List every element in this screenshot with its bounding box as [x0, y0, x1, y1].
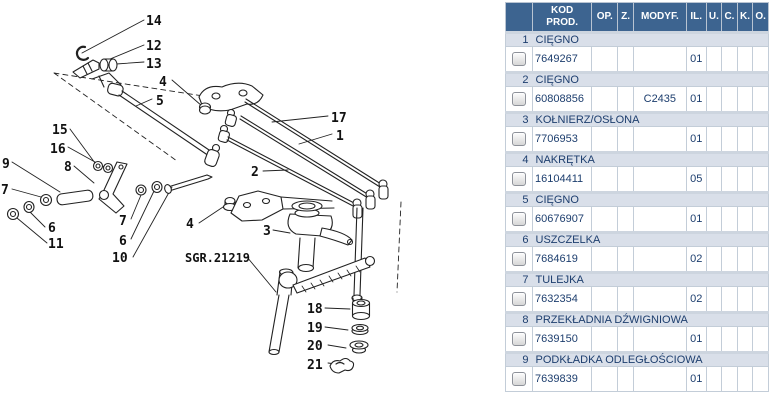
part-name: PRZEKŁADNIA DŹWIGNIOWA: [533, 313, 769, 327]
part-code: 7649267: [533, 47, 592, 73]
callout-7-left[interactable]: 7: [1, 183, 9, 198]
part-item-number: 1: [506, 33, 533, 47]
part-code: 7706953: [533, 127, 592, 153]
part-rod-1: [245, 99, 381, 187]
callout-18[interactable]: 18: [307, 302, 323, 317]
callout-7-mid[interactable]: 7: [119, 214, 127, 229]
part-bolt-10: [164, 175, 212, 194]
part-item-number: 7: [506, 273, 533, 287]
cell-c: [722, 287, 738, 313]
part-washers-middle: [136, 182, 162, 196]
part-item-number: 2: [506, 73, 533, 87]
row-checkbox[interactable]: [512, 252, 526, 266]
cell-c: [722, 247, 738, 273]
cell-il: 01: [686, 327, 706, 353]
cell-modyf: [633, 327, 686, 353]
part-category-row: [506, 233, 769, 247]
cell-k: [737, 87, 753, 113]
cell-c: [722, 87, 738, 113]
part-rod-5: [92, 73, 220, 168]
cell-k: [737, 207, 753, 233]
cell-o: [753, 327, 769, 353]
cell-modyf: [633, 47, 686, 73]
cell-c: [722, 127, 738, 153]
cell-o: [753, 367, 769, 392]
cell-k: [737, 247, 753, 273]
column-header-k: K.: [737, 3, 753, 33]
part-item-number: 6: [506, 233, 533, 247]
part-data-row: [506, 287, 769, 313]
callout-3[interactable]: 3: [263, 224, 271, 239]
cell-modyf: [633, 367, 686, 392]
cell-op: [592, 127, 618, 153]
cell-modyf: C2435: [633, 87, 686, 113]
cell-c: [722, 167, 738, 193]
table-header-row: [506, 3, 769, 33]
cell-il: 02: [686, 287, 706, 313]
part-small-hardware: [8, 162, 113, 220]
row-checkbox[interactable]: [512, 132, 526, 146]
part-clip-21: [330, 359, 354, 374]
column-header-u: U.: [706, 3, 722, 33]
cell-il: 05: [686, 167, 706, 193]
cell-u: [706, 167, 722, 193]
part-code: 7684619: [533, 247, 592, 273]
column-header-modyf: MODYF.: [633, 3, 686, 33]
cell-op: [592, 47, 618, 73]
column-header-kod-prod: KOD PROD.: [533, 3, 592, 33]
part-category-row: [506, 353, 769, 367]
part-name: CIĘGNO: [533, 193, 769, 207]
cell-o: [753, 167, 769, 193]
callout-9[interactable]: 9: [2, 157, 10, 172]
cell-op: [592, 367, 618, 392]
row-checkbox[interactable]: [512, 52, 526, 66]
cell-k: [737, 167, 753, 193]
row-checkbox[interactable]: [512, 92, 526, 106]
row-checkbox[interactable]: [512, 372, 526, 386]
cell-modyf: [633, 207, 686, 233]
callout-1[interactable]: 1: [336, 129, 344, 144]
cell-o: [753, 127, 769, 153]
column-header-c: C.: [722, 3, 738, 33]
cell-o: [753, 47, 769, 73]
select-column-header: [506, 3, 533, 33]
part-name: TULEJKA: [533, 273, 769, 287]
callout-6-mid[interactable]: 6: [119, 234, 127, 249]
callout-4-bottom[interactable]: 4: [186, 217, 194, 232]
part-category-row: [506, 153, 769, 167]
cell-op: [592, 247, 618, 273]
cell-op: [592, 87, 618, 113]
cell-z: [618, 327, 634, 353]
callout-21[interactable]: 21: [307, 358, 323, 373]
cell-il: 02: [686, 247, 706, 273]
row-checkbox[interactable]: [512, 212, 526, 226]
part-category-row: [506, 113, 769, 127]
part-data-row: [506, 207, 769, 233]
part-code: 7632354: [533, 287, 592, 313]
part-data-row: [506, 127, 769, 153]
cell-k: [737, 327, 753, 353]
callout-16[interactable]: 16: [50, 142, 66, 157]
cell-c: [722, 367, 738, 392]
cell-modyf: [633, 247, 686, 273]
part-item-number: 9: [506, 353, 533, 367]
leader-lines: [12, 20, 350, 364]
part-code: 7639839: [533, 367, 592, 392]
cell-il: 01: [686, 127, 706, 153]
part-item-number: 5: [506, 193, 533, 207]
cell-u: [706, 367, 722, 392]
callout-5[interactable]: 5: [156, 94, 164, 109]
cell-il: 01: [686, 367, 706, 392]
cell-op: [592, 207, 618, 233]
part-name: CIĘGNO: [533, 33, 769, 47]
cell-u: [706, 47, 722, 73]
cell-modyf: [633, 167, 686, 193]
part-link-rod: [352, 208, 363, 307]
part-item-number: 4: [506, 153, 533, 167]
part-bushing-13: [100, 59, 117, 71]
cell-u: [706, 207, 722, 233]
part-category-row: [506, 73, 769, 87]
part-category-row: [506, 313, 769, 327]
cell-c: [722, 327, 738, 353]
callout-19[interactable]: 19: [307, 321, 323, 336]
cell-c: [722, 207, 738, 233]
callout-8[interactable]: 8: [64, 160, 72, 175]
cell-k: [737, 367, 753, 392]
callout-20[interactable]: 20: [307, 339, 323, 354]
callout-12[interactable]: 12: [146, 39, 162, 54]
sgr-reference-label: SGR.21219: [185, 251, 251, 265]
parts-table-panel: [505, 2, 769, 403]
cell-op: [592, 287, 618, 313]
cell-o: [753, 247, 769, 273]
column-header-z: Z.: [618, 3, 634, 33]
part-code: 16104411: [533, 167, 592, 193]
cell-o: [753, 287, 769, 313]
cell-k: [737, 287, 753, 313]
callout-11[interactable]: 11: [48, 237, 64, 252]
cell-op: [592, 327, 618, 353]
cell-z: [618, 87, 634, 113]
callout-14[interactable]: 14: [146, 14, 162, 29]
callout-6-left[interactable]: 6: [48, 221, 56, 236]
callout-2[interactable]: 2: [251, 165, 259, 180]
parts-table-body: [506, 33, 769, 392]
callout-17[interactable]: 17: [331, 111, 347, 126]
part-taper-pin: [73, 60, 99, 78]
cell-il: 01: [686, 87, 706, 113]
part-data-row: [506, 247, 769, 273]
row-checkbox[interactable]: [512, 292, 526, 306]
cell-z: [618, 247, 634, 273]
cell-u: [706, 87, 722, 113]
cell-u: [706, 287, 722, 313]
cell-z: [618, 167, 634, 193]
part-drop-arm: [293, 257, 375, 294]
column-header-o: O.: [753, 3, 769, 33]
cell-k: [737, 127, 753, 153]
part-bushing-18: [353, 300, 370, 320]
cell-z: [618, 287, 634, 313]
part-category-row: [506, 193, 769, 207]
row-checkbox[interactable]: [512, 332, 526, 346]
cell-z: [618, 367, 634, 392]
row-checkbox[interactable]: [512, 172, 526, 186]
cell-o: [753, 87, 769, 113]
part-category-row: [506, 273, 769, 287]
callout-10[interactable]: 10: [112, 251, 128, 266]
part-code: 60808856: [533, 87, 592, 113]
cell-modyf: [633, 127, 686, 153]
cell-z: [618, 47, 634, 73]
part-item-number: 8: [506, 313, 533, 327]
cell-il: 01: [686, 47, 706, 73]
part-data-row: [506, 167, 769, 193]
part-steering-column: [269, 269, 297, 355]
parts-table: [505, 2, 769, 392]
column-header-il: IL.: [686, 3, 706, 33]
callout-13[interactable]: 13: [146, 57, 162, 72]
part-data-row: [506, 327, 769, 353]
cell-o: [753, 207, 769, 233]
part-ball-studs-right: [353, 180, 388, 218]
cell-c: [722, 47, 738, 73]
cell-u: [706, 127, 722, 153]
cell-z: [618, 207, 634, 233]
cell-z: [618, 127, 634, 153]
part-data-row: [506, 47, 769, 73]
part-ball-studs-left: [218, 110, 238, 144]
cell-modyf: [633, 287, 686, 313]
part-name: CIĘGNO: [533, 73, 769, 87]
part-item-number: 3: [506, 113, 533, 127]
part-code: 7639150: [533, 327, 592, 353]
cell-k: [737, 47, 753, 73]
part-name: KOŁNIERZ/OSŁONA: [533, 113, 769, 127]
column-header-op: OP.: [592, 3, 618, 33]
part-code: 60676907: [533, 207, 592, 233]
callout-4-top[interactable]: 4: [159, 75, 167, 90]
cell-il: 01: [686, 207, 706, 233]
part-name: PODKŁADKA ODLEGŁOŚCIOWA: [533, 353, 769, 367]
part-linkage-unit-3: [288, 201, 353, 272]
part-lever-8: [99, 162, 127, 213]
part-clip: [77, 47, 88, 60]
part-data-row: [506, 367, 769, 392]
cell-u: [706, 327, 722, 353]
part-name: NAKRĘTKA: [533, 153, 769, 167]
callout-15[interactable]: 15: [52, 123, 68, 138]
part-data-row: [506, 87, 769, 113]
part-category-row: [506, 33, 769, 47]
part-washer-19: [352, 325, 368, 335]
cell-u: [706, 247, 722, 273]
part-washer-20: [350, 341, 368, 353]
cell-op: [592, 167, 618, 193]
part-name: USZCZELKA: [533, 233, 769, 247]
